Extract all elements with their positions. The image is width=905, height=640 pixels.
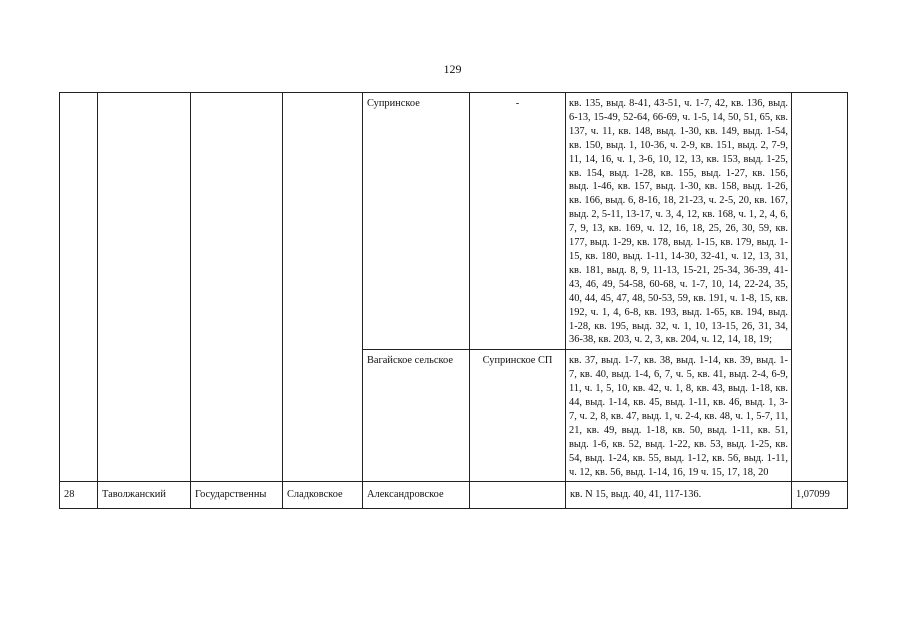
quarters-cell: кв. 135, выд. 8-41, 43-51, ч. 1-7, 42, кв. 136, выд. 6-13, 15-49, 52-64, 66-69, ч. 1-5, 14, 50, 51, 65, кв. 137, ч. 11, кв. 148, выд. 1-30, кв. 149, выд. 1-54, кв. 150, выд. 1, 10-36, ч. 2-9, кв. 151, выд. 2, 7-9, 11, 14, 16, ч. 1, 3-6, 10, 12, 13, кв. 153, выд. 1-25, кв. 154, выд. 1-28, кв. 155, выд. 1-27, кв. 156, выд. 1-46, кв. 157, выд. 1-30, кв. 158, выд. 1-26, кв. 166, выд. 6, 8-16, 18, 21-23, ч. 2-5, 20, кв. 167, выд. 2, 5-11, 13-17, ч. 3, 4, 12, кв. 168, ч. 1, 2, 4, 6, 7, 9, 13, кв. 169, ч. 12, 16, 18, 25, 26, 30, 59, кв. 177, выд. 1-29, кв. 178, выд. 1-15, кв. 179, выд. 1-15, кв. 180, выд. 1-11, 14-30, 32-41, ч. 12, 13, 31, кв. 181, выд. 8, 9, 11-13, 15-21, 25-34, 36-39, 41-43, 46, 49, 54-58, 60-68, ч. 1-7, 10, 14, 22-24, 35, 40, 44, 45, 47, 48, 50-53, 59, кв. 191, ч. 1-8, 15, кв. 192, ч. 1, 4, 6-8, кв. 193, выд. 1-65, кв. 194, выд. 1-28, кв. 195, выд. 32, ч. 1, 10, 13-15, 26, 31, 34, 36-38, кв. 203, ч. 2, 3, кв. 204, ч. 12, 14, 18, 19; xyxy=(566,93,792,350)
area-cell: 1,07099 xyxy=(792,482,848,509)
row-number-cell xyxy=(60,93,98,482)
district-cell xyxy=(98,93,191,482)
quarters-cell: кв. 37, выд. 1-7, кв. 38, выд. 1-14, кв. 39, выд. 1-7, кв. 40, выд. 1-4, 6, 7, ч. 5, кв. 41, выд. 2-4, 6-9, 11, ч. 1, 5, 10, кв. 42, ч. 1, 8, кв. 43, выд. 1-18, кв. 44, выд. 1-14, кв. 45, выд. 1-11, кв. 46, выд. 1, 3-7, ч. 2, 8, кв. 47, выд. 1, ч. 2-4, кв. 48, ч. 1, 5-7, 11, 21, кв. 49, выд. 1-18, кв. 50, выд. 1-11, кв. 51, выд. 1-6, кв. 52, выд. 1-22, кв. 53, выд. 1-25, кв. 54, выд. 1-24, кв. 55, выд. 1-12, кв. 56, выд. 1-11, ч. 12, кв. 56, выд. 1-14, 16, 19 ч. 15, 17, 18, 20 xyxy=(566,350,792,482)
area-cell xyxy=(792,93,848,482)
type-cell: Государственны xyxy=(191,482,283,509)
quarters-cell: кв. N 15, выд. 40, 41, 117-136. xyxy=(566,482,792,509)
section-cell: Супринское xyxy=(363,93,470,350)
forestry-cell: Сладковское xyxy=(283,482,363,509)
page-number: 129 xyxy=(443,62,462,76)
type-cell xyxy=(191,93,283,482)
forest-quarters-table xyxy=(59,92,848,509)
section-cell: Александровское xyxy=(363,482,470,509)
settlement-cell xyxy=(470,482,566,509)
table-row xyxy=(60,482,848,509)
row-number-cell: 28 xyxy=(60,482,98,509)
settlement-cell: Супринское СП xyxy=(470,350,566,482)
table-row xyxy=(60,93,848,350)
forestry-cell xyxy=(283,93,363,482)
district-cell: Таволжанский xyxy=(98,482,191,509)
settlement-cell: - xyxy=(470,93,566,350)
section-cell: Вагайское сельское xyxy=(363,350,470,482)
